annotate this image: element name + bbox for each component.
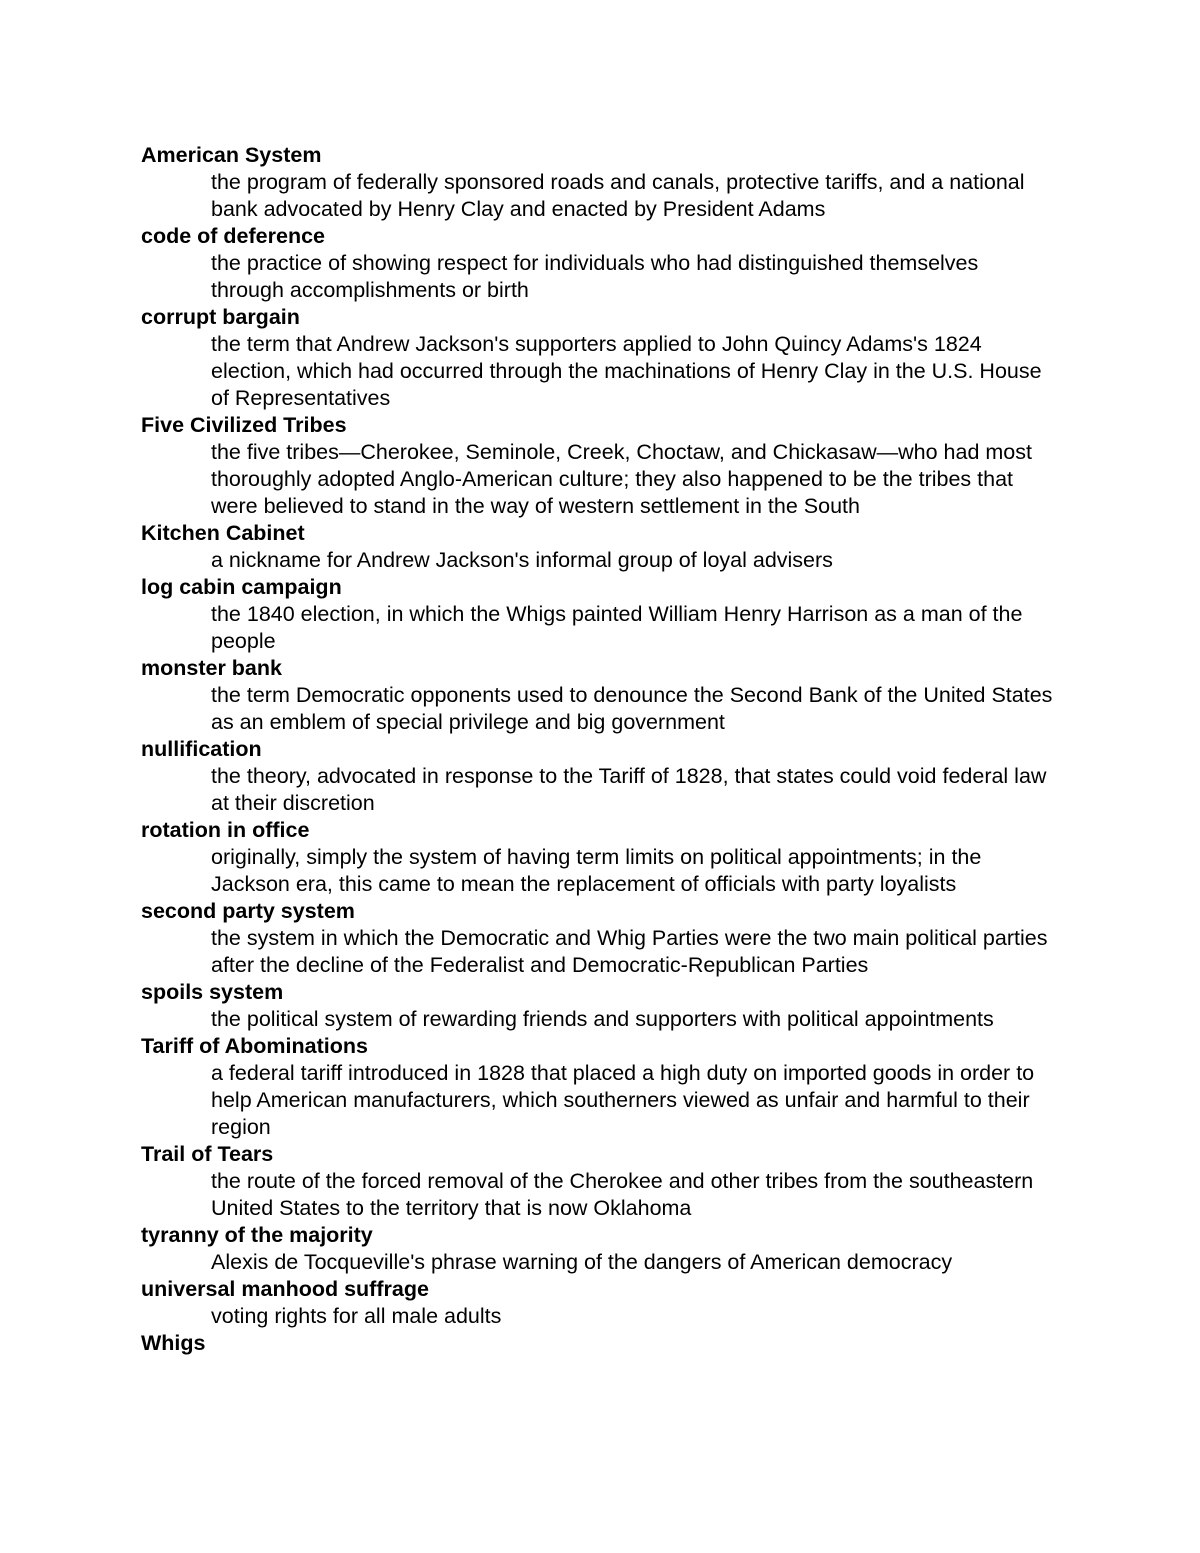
glossary-term: universal manhood suffrage xyxy=(141,1277,429,1301)
glossary-term: Kitchen Cabinet xyxy=(141,521,305,545)
glossary-term: Tariff of Abominations xyxy=(141,1034,368,1058)
glossary-entry-corrupt-bargain xyxy=(141,304,1071,412)
glossary-definition: the political system of rewarding friends and supporters with political appointments xyxy=(211,1007,994,1031)
glossary-term: nullification xyxy=(141,737,262,761)
glossary-entry-rotation-in-office xyxy=(141,817,1071,898)
glossary-definition: a nickname for Andrew Jackson's informal group of loyal advisers xyxy=(211,548,833,572)
glossary-definition: the term Democratic opponents used to denounce the Second Bank of the United States as an emblem of special privilege and big government xyxy=(211,683,1053,734)
glossary-entry-universal-manhood-suffrage xyxy=(141,1276,1071,1330)
glossary-entry-second-party-system xyxy=(141,898,1071,979)
glossary-entry-five-civilized-tribes xyxy=(141,412,1071,520)
glossary-term: Five Civilized Tribes xyxy=(141,413,347,437)
glossary-definition: the theory, advocated in response to the Tariff of 1828, that states could void federal law at their discretion xyxy=(211,764,1047,815)
glossary-entry-code-of-deference xyxy=(141,223,1071,304)
glossary-term: monster bank xyxy=(141,656,282,680)
glossary-term: rotation in office xyxy=(141,818,310,842)
glossary-definition: the system in which the Democratic and Whig Parties were the two main political parties after the decline of the Federalist and Democratic-Republican Parties xyxy=(211,926,1048,977)
glossary-page xyxy=(141,142,1071,1357)
glossary-entry-monster-bank xyxy=(141,655,1071,736)
glossary-entry-kitchen-cabinet xyxy=(141,520,1071,574)
glossary-definition: the five tribes—Cherokee, Seminole, Creek, Choctaw, and Chickasaw—who had most thoroughly adopted Anglo-American culture; they also happened to be the tribes that were believed to stand in the way of western settlement in the South xyxy=(211,440,1032,518)
glossary-term: spoils system xyxy=(141,980,284,1004)
glossary-term: Trail of Tears xyxy=(141,1142,274,1166)
glossary-definition: the 1840 election, in which the Whigs painted William Henry Harrison as a man of the people xyxy=(211,602,1023,653)
glossary-definition: the term that Andrew Jackson's supporters applied to John Quincy Adams's 1824 election, which had occurred through the machinations of Henry Clay in the U.S. House of Representatives xyxy=(211,332,1042,410)
glossary-definition: Alexis de Tocqueville's phrase warning of the dangers of American democracy xyxy=(211,1250,953,1274)
glossary-entry-log-cabin-campaign xyxy=(141,574,1071,655)
glossary-entry-trail-of-tears xyxy=(141,1141,1071,1222)
glossary-term: log cabin campaign xyxy=(141,575,342,599)
glossary-entry-american-system xyxy=(141,142,1071,223)
glossary-entry-tyranny-of-the-majority xyxy=(141,1222,1071,1276)
glossary-term: second party system xyxy=(141,899,355,923)
glossary-entry-whigs xyxy=(141,1330,1071,1357)
glossary-definition: the route of the forced removal of the Cherokee and other tribes from the southeastern United States to the territory that is now Oklahoma xyxy=(211,1169,1034,1220)
glossary-entry-spoils-system xyxy=(141,979,1071,1033)
glossary-term: corrupt bargain xyxy=(141,305,300,329)
glossary-definition: originally, simply the system of having term limits on political appointments; in the Jackson era, this came to mean the replacement of officials with party loyalists xyxy=(211,845,982,896)
glossary-definition: a federal tariff introduced in 1828 that placed a high duty on imported goods in order to help American manufacturers, which southerners viewed as unfair and harmful to their region xyxy=(211,1061,1035,1139)
glossary-entry-nullification xyxy=(141,736,1071,817)
glossary-term: code of deference xyxy=(141,224,325,248)
glossary-entry-tariff-of-abominations xyxy=(141,1033,1071,1141)
glossary-definition: the practice of showing respect for individuals who had distinguished themselves through accomplishments or birth xyxy=(211,251,979,302)
glossary-definition: voting rights for all male adults xyxy=(211,1304,502,1328)
glossary-term: Whigs xyxy=(141,1331,206,1355)
glossary-definition: the program of federally sponsored roads and canals, protective tariffs, and a national bank advocated by Henry Clay and enacted by President Adams xyxy=(211,170,1025,221)
glossary-term: tyranny of the majority xyxy=(141,1223,373,1247)
glossary-term: American System xyxy=(141,143,322,167)
